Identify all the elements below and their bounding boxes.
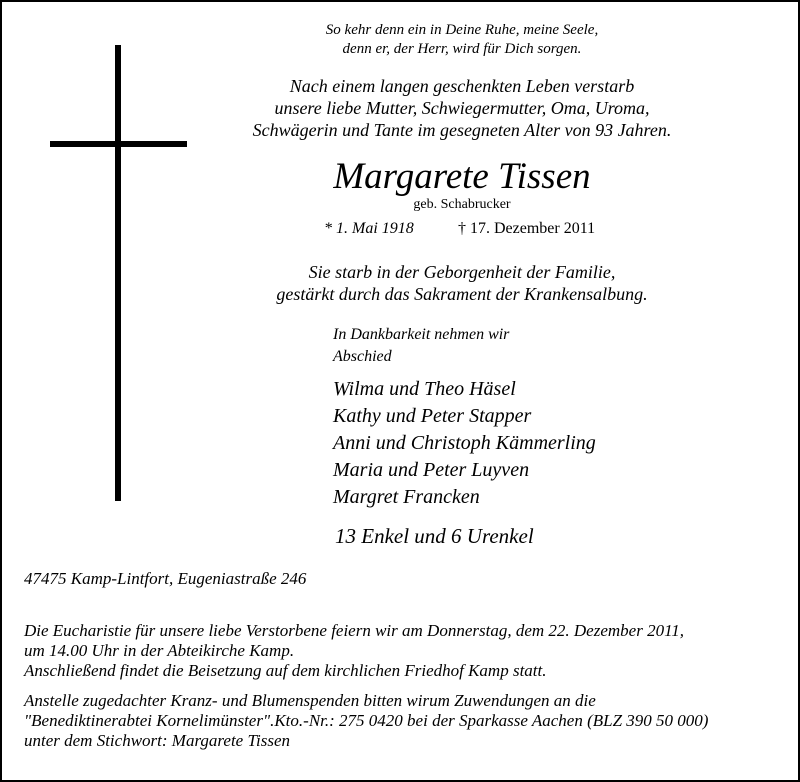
deceased-name: Margarete Tissen bbox=[333, 156, 591, 197]
mourner-name: Margret Francken bbox=[333, 486, 480, 508]
address: 47475 Kamp-Lintfort, Eugeniastraße 246 bbox=[24, 569, 307, 588]
donation-line: Anstelle zugedachter Kranz- und Blumenspenden bitten wirum Zuwendungen an die bbox=[24, 691, 596, 710]
death-statement-line: gestärkt durch das Sakrament der Krankensalbung. bbox=[276, 284, 648, 304]
thanks-line: In Dankbarkeit nehmen wir bbox=[333, 326, 510, 343]
announcement-line: Schwägerin und Tante im gesegneten Alter von 93 Jahren. bbox=[252, 120, 672, 140]
mourner-name: Kathy und Peter Stapper bbox=[333, 405, 532, 427]
donation-line: unter dem Stichwort: Margarete Tissen bbox=[24, 731, 290, 750]
announcement-line: Nach einem langen geschenkten Leben verstarb bbox=[289, 76, 635, 96]
mourner-name: Wilma und Theo Häsel bbox=[333, 378, 516, 400]
epigraph-line: So kehr denn ein in Deine Ruhe, meine Seele, bbox=[325, 22, 599, 38]
service-information bbox=[24, 621, 684, 681]
birth-date: * 1. Mai 1918 bbox=[324, 220, 414, 237]
birth-name: geb. Schabrucker bbox=[413, 197, 511, 212]
death-date: † 17. Dezember 2011 bbox=[458, 220, 596, 237]
cross-vertical-beam bbox=[115, 45, 121, 501]
service-line: Die Eucharistie für unsere liebe Verstorbene feiern wir am Donnerstag, dem 22. Dezember 2011, bbox=[24, 621, 685, 640]
service-line: Anschließend findet die Beisetzung auf dem kirchlichen Friedhof Kamp statt. bbox=[24, 661, 547, 680]
donation-information bbox=[24, 691, 708, 751]
mourner-name: Maria und Peter Luyven bbox=[333, 459, 530, 481]
epigraph-line: denn er, der Herr, wird für Dich sorgen. bbox=[342, 41, 582, 57]
mourner-name: Anni und Christoph Kämmerling bbox=[333, 432, 596, 454]
death-statement-line: Sie starb in der Geborgenheit der Familie, bbox=[308, 262, 616, 282]
thanks-line: Abschied bbox=[333, 348, 392, 365]
service-line: um 14.00 Uhr in der Abteikirche Kamp. bbox=[24, 641, 295, 660]
thanks-text bbox=[333, 324, 509, 368]
mourners-list bbox=[333, 376, 596, 511]
donation-line: "Benediktinerabtei Kornelimünster".Kto.-Nr.: 275 0420 bei der Sparkasse Aachen (BLZ 390 50 000) bbox=[24, 711, 709, 730]
family-summary: 13 Enkel und 6 Urenkel bbox=[335, 524, 534, 548]
announcement-line: unsere liebe Mutter, Schwiegermutter, Oma, Uroma, bbox=[274, 98, 650, 118]
